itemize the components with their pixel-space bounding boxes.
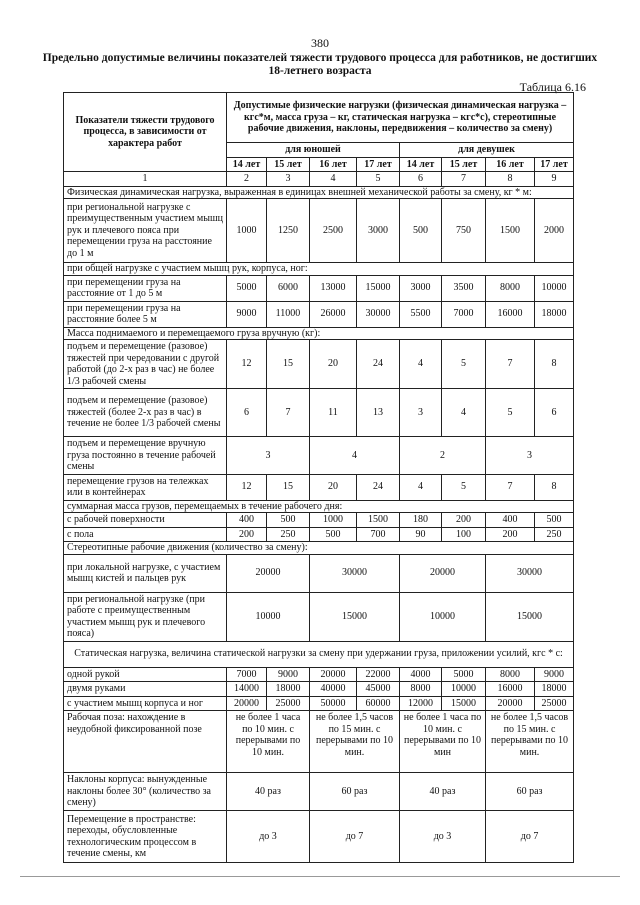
cell-value: 400 xyxy=(486,513,535,528)
cell-value: 12 xyxy=(227,340,267,389)
limits-table xyxy=(63,92,574,863)
cell-value: 10000 xyxy=(535,275,574,301)
cell-value: 2500 xyxy=(310,199,357,263)
section-dynamic-load: Физическая динамическая нагрузка, выраженная в единицах внешней механической работы за смену, кг * м: xyxy=(64,186,574,199)
table-row xyxy=(64,301,574,327)
column-number: 5 xyxy=(357,172,400,187)
table-row xyxy=(64,811,574,863)
section-stereotyped: Стереотипные рабочие движения (количество за смену): xyxy=(64,542,574,555)
section-total-mass: суммарная масса грузов, перемещаемых в течение рабочего дня: xyxy=(64,500,574,513)
column-number: 4 xyxy=(310,172,357,187)
section-mass: Масса поднимаемого и перемещаемого груза вручную (кг): xyxy=(64,327,574,340)
cell-value: 9000 xyxy=(227,301,267,327)
cell-value: 11 xyxy=(310,389,357,437)
cell-value: 18000 xyxy=(267,682,310,697)
cell-value: 8000 xyxy=(400,682,442,697)
cell-value: не более 1,5 часов по 15 мин. с перерывами по 10 мин. xyxy=(486,711,574,773)
header-age: 17 лет xyxy=(357,157,400,172)
column-number: 9 xyxy=(535,172,574,187)
cell-value: 90 xyxy=(400,527,442,542)
cell-value: 24 xyxy=(357,340,400,389)
cell-value: 15000 xyxy=(357,275,400,301)
column-number: 8 xyxy=(486,172,535,187)
table-row xyxy=(64,773,574,811)
row-label: подъем и перемещение (разовое) тяжестей (более 2-х раз в час) в течение не более 1/3 рабочей смены xyxy=(64,389,227,437)
cell-value: 1500 xyxy=(357,513,400,528)
table-row xyxy=(64,199,574,263)
cell-value: 7000 xyxy=(227,667,267,682)
cell-value: 500 xyxy=(310,527,357,542)
cell-value: 30000 xyxy=(486,554,574,592)
cell-value: 16000 xyxy=(486,301,535,327)
row-label: при перемещении груза на расстояние более 5 м xyxy=(64,301,227,327)
cell-value: 7 xyxy=(486,474,535,500)
cell-value: 5 xyxy=(442,340,486,389)
cell-value: 5500 xyxy=(400,301,442,327)
table-row xyxy=(64,340,574,389)
row-label: подъем и перемещение (разовое) тяжестей при чередовании с другой работой (до 2-х раз в час) не более 1/3 рабочей смены xyxy=(64,340,227,389)
table-row xyxy=(64,696,574,711)
cell-value: 45000 xyxy=(357,682,400,697)
cell-value: 60 раз xyxy=(310,773,400,811)
cell-value: 25000 xyxy=(267,696,310,711)
section-general-load: при общей нагрузке с участием мышц рук, корпуса, ног: xyxy=(64,263,574,276)
cell-value: 3000 xyxy=(357,199,400,263)
cell-value: 20000 xyxy=(486,696,535,711)
cell-value: 24 xyxy=(357,474,400,500)
row-label: с участием мышц корпуса и ног xyxy=(64,696,227,711)
cell-value: 12000 xyxy=(400,696,442,711)
cell-value: 15000 xyxy=(310,592,400,641)
cell-value: 1500 xyxy=(486,199,535,263)
cell-value: 500 xyxy=(535,513,574,528)
cell-value: не более 1 часа по 10 мин. с перерывами по 10 мин xyxy=(400,711,486,773)
cell-value: 200 xyxy=(442,513,486,528)
cell-value: 1250 xyxy=(267,199,310,263)
header-age: 17 лет xyxy=(535,157,574,172)
header-age: 15 лет xyxy=(442,157,486,172)
cell-value: 10000 xyxy=(442,682,486,697)
cell-value: 180 xyxy=(400,513,442,528)
cell-value: 1000 xyxy=(227,199,267,263)
column-number: 6 xyxy=(400,172,442,187)
header-age: 14 лет xyxy=(227,157,267,172)
cell-value: 15000 xyxy=(442,696,486,711)
cell-value: 20 xyxy=(310,340,357,389)
row-label: Рабочая поза: нахождение в неудобной фиксированной позе xyxy=(64,711,227,773)
table-row xyxy=(64,275,574,301)
cell-value: 15000 xyxy=(486,592,574,641)
header-age: 16 лет xyxy=(310,157,357,172)
header-boys: для юношей xyxy=(227,143,400,158)
row-label: одной рукой xyxy=(64,667,227,682)
table-row xyxy=(64,389,574,437)
cell-value: 700 xyxy=(357,527,400,542)
cell-value: 22000 xyxy=(357,667,400,682)
row-label: Перемещение в пространстве: переходы, обусловленные технологическим процессом в течение смены, км xyxy=(64,811,227,863)
cell-value: 15 xyxy=(267,340,310,389)
header-age: 14 лет xyxy=(400,157,442,172)
cell-value: 26000 xyxy=(310,301,357,327)
cell-value: 13000 xyxy=(310,275,357,301)
row-label: перемещение грузов на тележках или в контейнерах xyxy=(64,474,227,500)
cell-value: 250 xyxy=(267,527,310,542)
cell-value: 6 xyxy=(535,389,574,437)
cell-value: 20000 xyxy=(310,667,357,682)
cell-value: до 3 xyxy=(227,811,310,863)
cell-value: 10000 xyxy=(400,592,486,641)
cell-value: 50000 xyxy=(310,696,357,711)
header-age: 16 лет xyxy=(486,157,535,172)
cell-value: 13 xyxy=(357,389,400,437)
row-label: подъем и перемещение вручную груза постоянно в течение рабочей смены xyxy=(64,437,227,475)
cell-value: 100 xyxy=(442,527,486,542)
cell-value: 18000 xyxy=(535,682,574,697)
cell-value: 7000 xyxy=(442,301,486,327)
cell-value: 3 xyxy=(400,389,442,437)
cell-value: 5000 xyxy=(227,275,267,301)
column-number: 1 xyxy=(64,172,227,187)
cell-value: 20000 xyxy=(400,554,486,592)
cell-value: не более 1 часа по 10 мин. с перерывами по 10 мин. xyxy=(227,711,310,773)
table-row xyxy=(64,554,574,592)
cell-value: 200 xyxy=(486,527,535,542)
table-row xyxy=(64,667,574,682)
row-label: Наклоны корпуса: вынужденные наклоны более 30° (количество за смену) xyxy=(64,773,227,811)
cell-value: 3000 xyxy=(400,275,442,301)
table-row xyxy=(64,711,574,773)
cell-value: 4 xyxy=(442,389,486,437)
column-number: 2 xyxy=(227,172,267,187)
cell-value: 8000 xyxy=(486,275,535,301)
cell-value: 500 xyxy=(267,513,310,528)
cell-value: 10000 xyxy=(227,592,310,641)
cell-value: 8000 xyxy=(486,667,535,682)
cell-value: 9000 xyxy=(535,667,574,682)
section-static: Статическая нагрузка, величина статической нагрузки за смену при удержании груза, приложении усилий, кгс * с: xyxy=(64,641,574,667)
cell-value: 40000 xyxy=(310,682,357,697)
cell-value: 4 xyxy=(400,474,442,500)
cell-value: 3 xyxy=(486,437,574,475)
cell-value: 5 xyxy=(486,389,535,437)
row-label: двумя руками xyxy=(64,682,227,697)
cell-value: 400 xyxy=(227,513,267,528)
cell-value: до 7 xyxy=(486,811,574,863)
cell-value: 15 xyxy=(267,474,310,500)
cell-value: 3 xyxy=(227,437,310,475)
cell-value: 5 xyxy=(442,474,486,500)
header-age: 15 лет xyxy=(267,157,310,172)
cell-value: 14000 xyxy=(227,682,267,697)
table-row xyxy=(64,437,574,475)
cell-value: 500 xyxy=(400,199,442,263)
cell-value: до 3 xyxy=(400,811,486,863)
header-indicators: Показатели тяжести трудового процесса, в зависимости от характера работ xyxy=(64,93,227,172)
cell-value: 7 xyxy=(267,389,310,437)
row-label: при перемещении груза на расстояние от 1 до 5 м xyxy=(64,275,227,301)
cell-value: 60000 xyxy=(357,696,400,711)
cell-value: 20 xyxy=(310,474,357,500)
cell-value: 2 xyxy=(400,437,486,475)
cell-value: не более 1,5 часов по 15 мин. с перерывами по 10 мин. xyxy=(310,711,400,773)
table-row xyxy=(64,527,574,542)
cell-value: 12 xyxy=(227,474,267,500)
row-label: при региональной нагрузке (при работе с преимущественным участием мышц рук и плечевого пояса) xyxy=(64,592,227,641)
cell-value: 40 раз xyxy=(400,773,486,811)
table-row xyxy=(64,513,574,528)
row-label: при региональной нагрузке с преимущественным участием мышц рук и плечевого пояса при перемещении груза на расстояние до 1 м xyxy=(64,199,227,263)
cell-value: 6 xyxy=(227,389,267,437)
table-label: Таблица 6.16 xyxy=(519,80,586,94)
page-title: Предельно допустимые величины показателей тяжести трудового процесса для работников, не достигших 18-летнего возраста xyxy=(42,52,598,77)
cell-value: 11000 xyxy=(267,301,310,327)
cell-value: 30000 xyxy=(310,554,400,592)
cell-value: 8 xyxy=(535,340,574,389)
cell-value: 6000 xyxy=(267,275,310,301)
cell-value: 4 xyxy=(310,437,400,475)
cell-value: 200 xyxy=(227,527,267,542)
cell-value: 9000 xyxy=(267,667,310,682)
cell-value: 7 xyxy=(486,340,535,389)
cell-value: 20000 xyxy=(227,696,267,711)
cell-value: 25000 xyxy=(535,696,574,711)
cell-value: 2000 xyxy=(535,199,574,263)
cell-value: 40 раз xyxy=(227,773,310,811)
cell-value: до 7 xyxy=(310,811,400,863)
cell-value: 16000 xyxy=(486,682,535,697)
cell-value: 1000 xyxy=(310,513,357,528)
table-row xyxy=(64,474,574,500)
cell-value: 4000 xyxy=(400,667,442,682)
row-label: при локальной нагрузке, с участием мышц кистей и пальцев рук xyxy=(64,554,227,592)
column-number: 3 xyxy=(267,172,310,187)
table-row xyxy=(64,592,574,641)
cell-value: 250 xyxy=(535,527,574,542)
cell-value: 750 xyxy=(442,199,486,263)
row-label: с пола xyxy=(64,527,227,542)
cell-value: 60 раз xyxy=(486,773,574,811)
header-girls: для девушек xyxy=(400,143,574,158)
cell-value: 3500 xyxy=(442,275,486,301)
cell-value: 4 xyxy=(400,340,442,389)
cell-value: 18000 xyxy=(535,301,574,327)
cell-value: 20000 xyxy=(227,554,310,592)
page-number: 380 xyxy=(311,36,329,50)
row-label: с рабочей поверхности xyxy=(64,513,227,528)
cell-value: 30000 xyxy=(357,301,400,327)
header-loads: Допустимые физические нагрузки (физическая динамическая нагрузка – кгс*м, масса груза – кг, статическая нагрузка – кгс*с), стереотипные рабочие движения, наклоны, передвижения – количество за смену) xyxy=(227,93,574,143)
column-number: 7 xyxy=(442,172,486,187)
cell-value: 5000 xyxy=(442,667,486,682)
cell-value: 8 xyxy=(535,474,574,500)
page-edge-divider xyxy=(20,876,620,877)
table-row xyxy=(64,682,574,697)
